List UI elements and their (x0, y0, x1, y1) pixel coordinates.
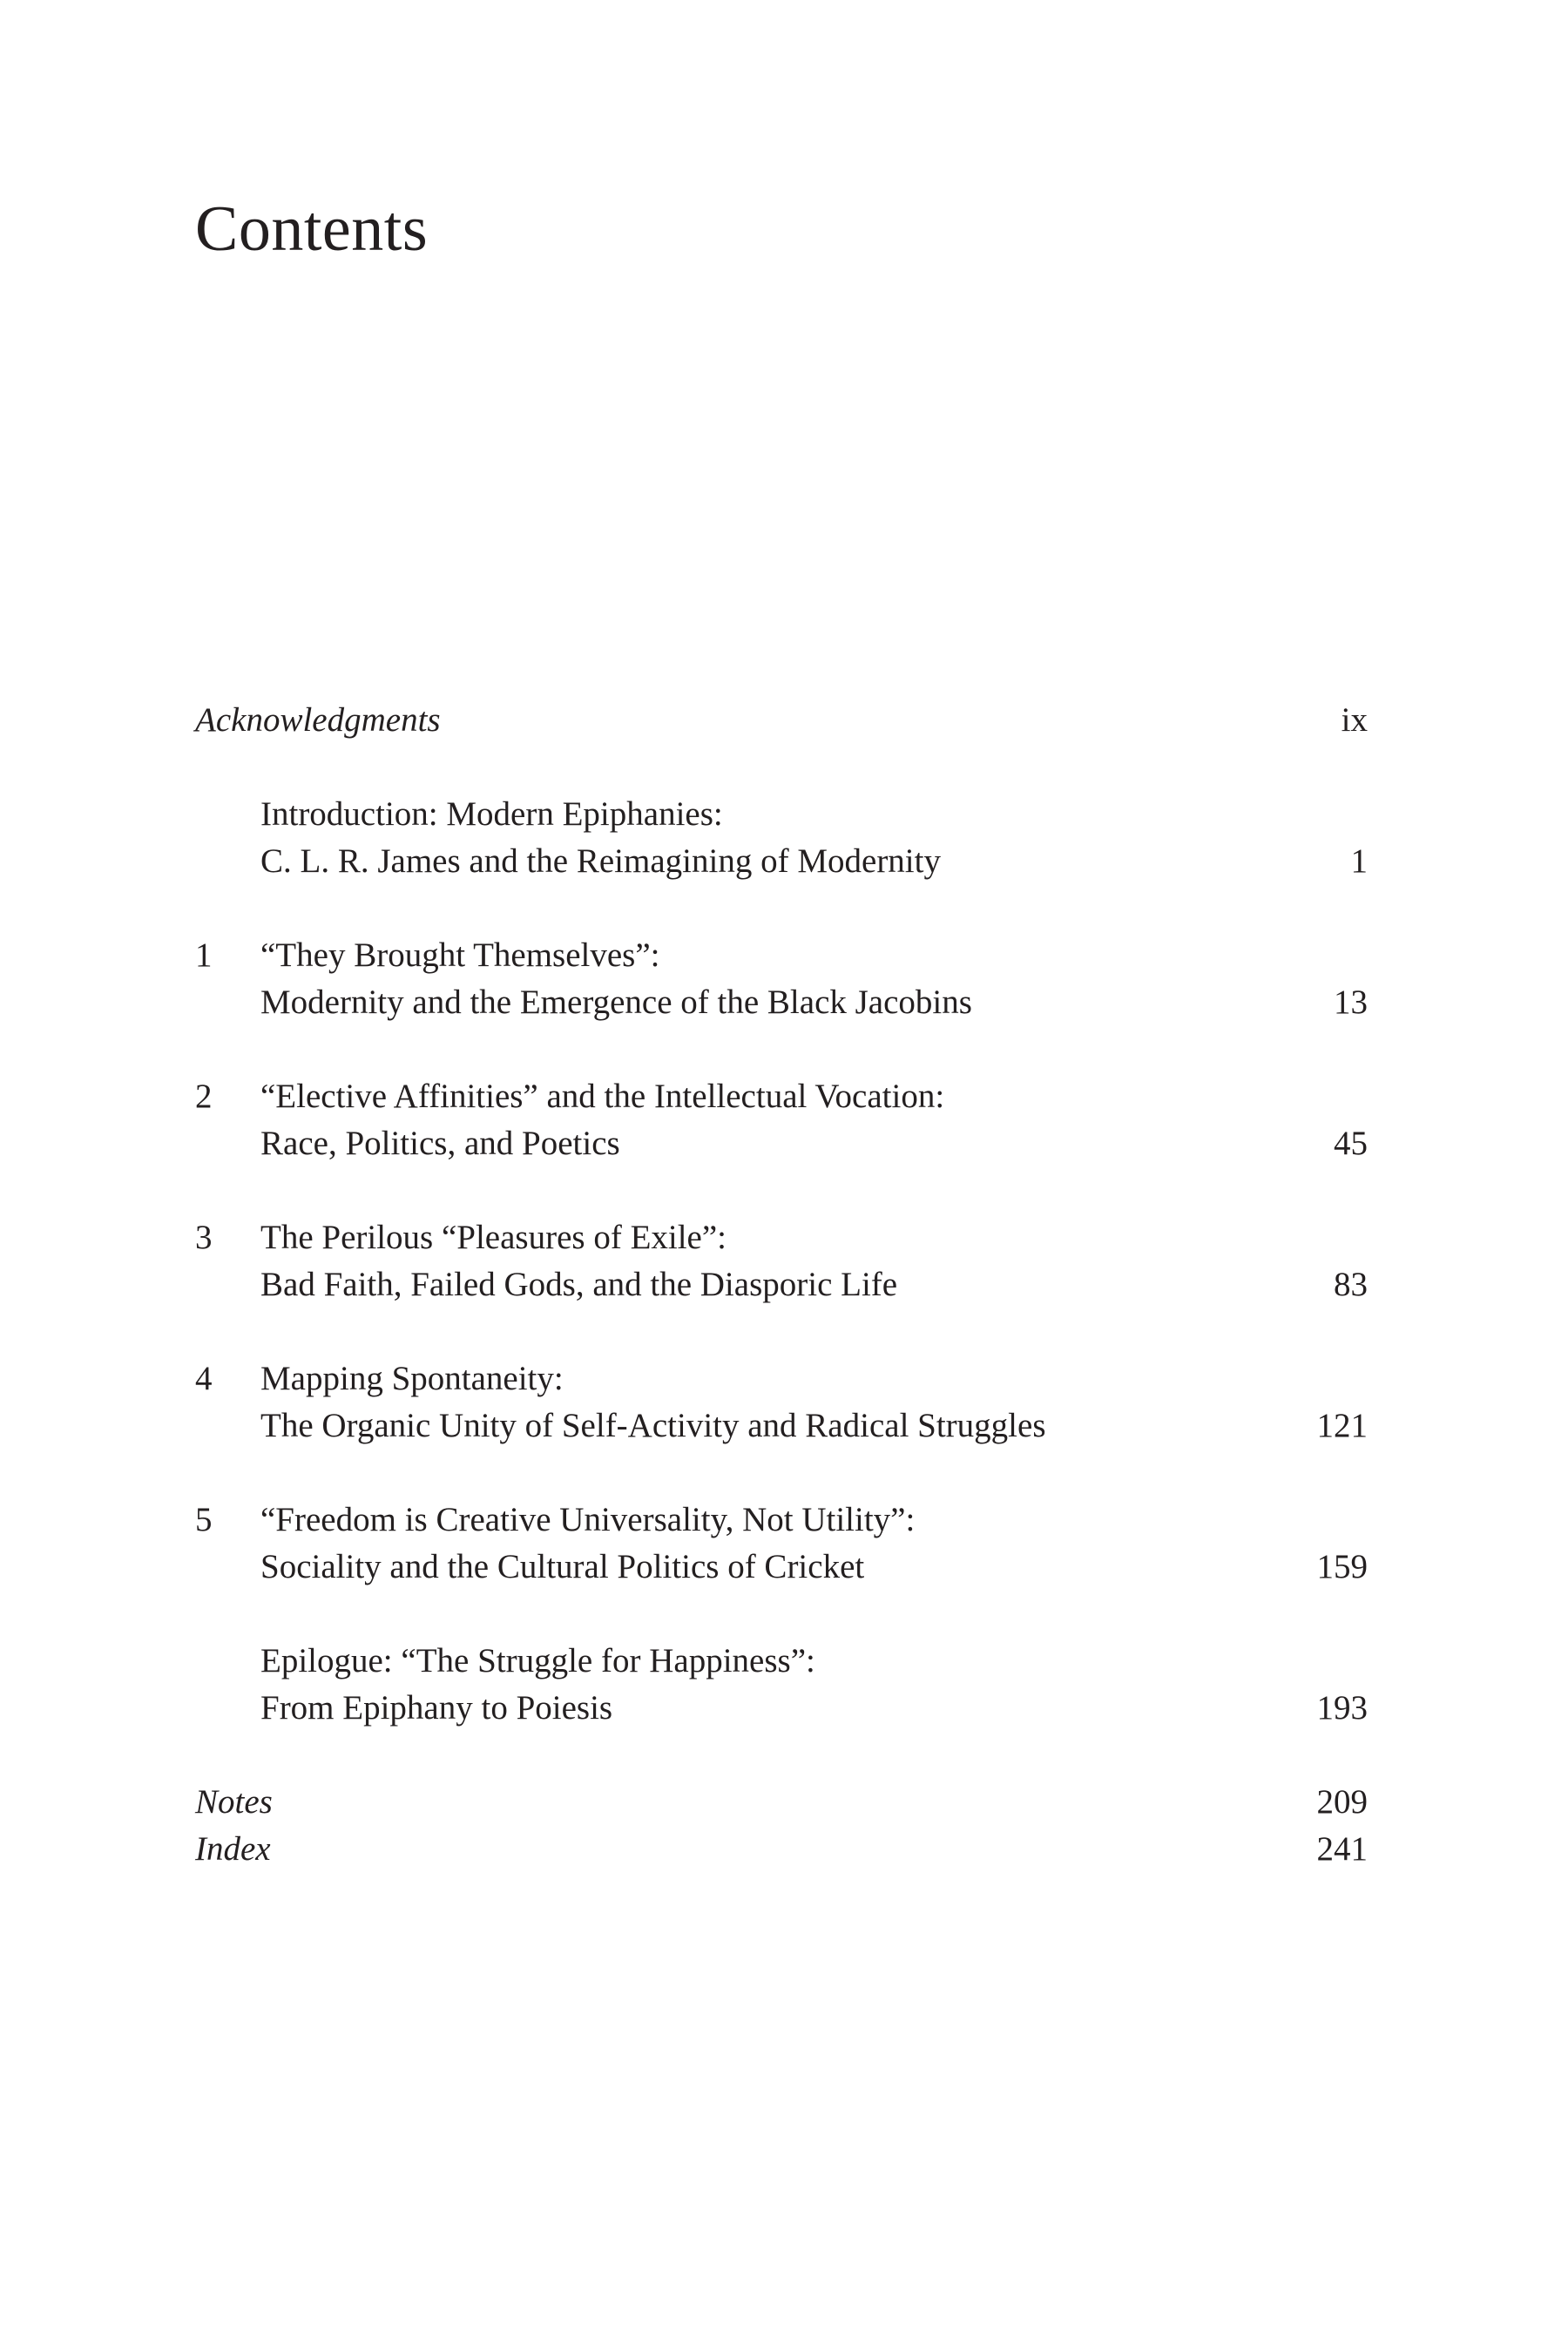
chapter-title (260, 1073, 1220, 1167)
toc-entry-chapter-4[interactable] (195, 1355, 1368, 1450)
chapter-title-line-1: “Freedom is Creative Universality, Not Utility”: (260, 1501, 916, 1538)
toc-entry-chapter-5[interactable] (195, 1497, 1368, 1591)
chapter-title-line-1: “They Brought Themselves”: (260, 936, 660, 974)
toc-entry-chapter-2[interactable] (195, 1073, 1368, 1167)
toc-entry-page-number: 45 (1334, 1125, 1368, 1162)
table-of-contents (195, 697, 1368, 1873)
toc-entry-page-number: 83 (1334, 1266, 1368, 1303)
chapter-title (260, 932, 1220, 1026)
chapter-title-line-2: C. L. R. James and the Reimagining of Modernity (260, 842, 941, 880)
chapter-title-line-2: Modernity and the Emergence of the Black Jacobins (260, 983, 972, 1021)
chapter-title-line-1: Epilogue: “The Struggle for Happiness”: (260, 1642, 815, 1680)
chapter-title-line-1: “Elective Affinities” and the Intellectual Vocation: (260, 1078, 945, 1115)
toc-entry-page-number: 159 (1316, 1548, 1368, 1585)
toc-entry-page-number: 1 (1350, 842, 1368, 880)
chapter-title-line-2: The Organic Unity of Self-Activity and Radical Struggles (260, 1407, 1046, 1444)
toc-entry-title: Acknowledgments (195, 701, 441, 739)
chapter-title-line-2: Race, Politics, and Poetics (260, 1125, 620, 1162)
chapter-number: 3 (195, 1219, 213, 1256)
toc-entry-notes[interactable] (195, 1779, 1368, 1826)
chapter-title-line-2: Sociality and the Cultural Politics of Cricket (260, 1548, 865, 1585)
toc-entry-page-number: 121 (1316, 1407, 1368, 1444)
toc-entry-introduction[interactable] (195, 791, 1368, 885)
chapter-title (260, 791, 1220, 885)
toc-entry-epilogue[interactable] (195, 1638, 1368, 1732)
chapter-title-line-1: The Perilous “Pleasures of Exile”: (260, 1219, 727, 1256)
chapter-title (260, 1497, 1220, 1591)
toc-entry-chapter-3[interactable] (195, 1214, 1368, 1308)
chapter-number: 5 (195, 1501, 213, 1538)
toc-entry-page-number: ix (1341, 701, 1368, 739)
chapter-title (260, 1638, 1220, 1732)
chapter-number: 4 (195, 1360, 213, 1397)
toc-entry-title: Notes (195, 1783, 273, 1821)
toc-entry-page-number: 209 (1316, 1783, 1368, 1821)
chapter-title-line-1: Introduction: Modern Epiphanies: (260, 795, 723, 833)
toc-entry-page-number: 241 (1316, 1830, 1368, 1868)
toc-entry-title: Index (195, 1830, 271, 1868)
chapter-title-line-1: Mapping Spontaneity: (260, 1360, 564, 1397)
page-title: Contents (195, 193, 429, 265)
chapter-title-line-2: Bad Faith, Failed Gods, and the Diasporic Life (260, 1266, 898, 1303)
chapter-number: 2 (195, 1078, 213, 1115)
toc-entry-index[interactable] (195, 1826, 1368, 1873)
chapter-title-line-2: From Epiphany to Poiesis (260, 1689, 613, 1727)
toc-entry-page-number: 13 (1334, 983, 1368, 1021)
chapter-title (260, 1355, 1220, 1450)
toc-entry-page-number: 193 (1316, 1689, 1368, 1727)
chapter-title (260, 1214, 1220, 1308)
toc-entry-chapter-1[interactable] (195, 932, 1368, 1026)
toc-entry-acknowledgments[interactable] (195, 697, 1368, 744)
chapter-number: 1 (195, 936, 213, 974)
